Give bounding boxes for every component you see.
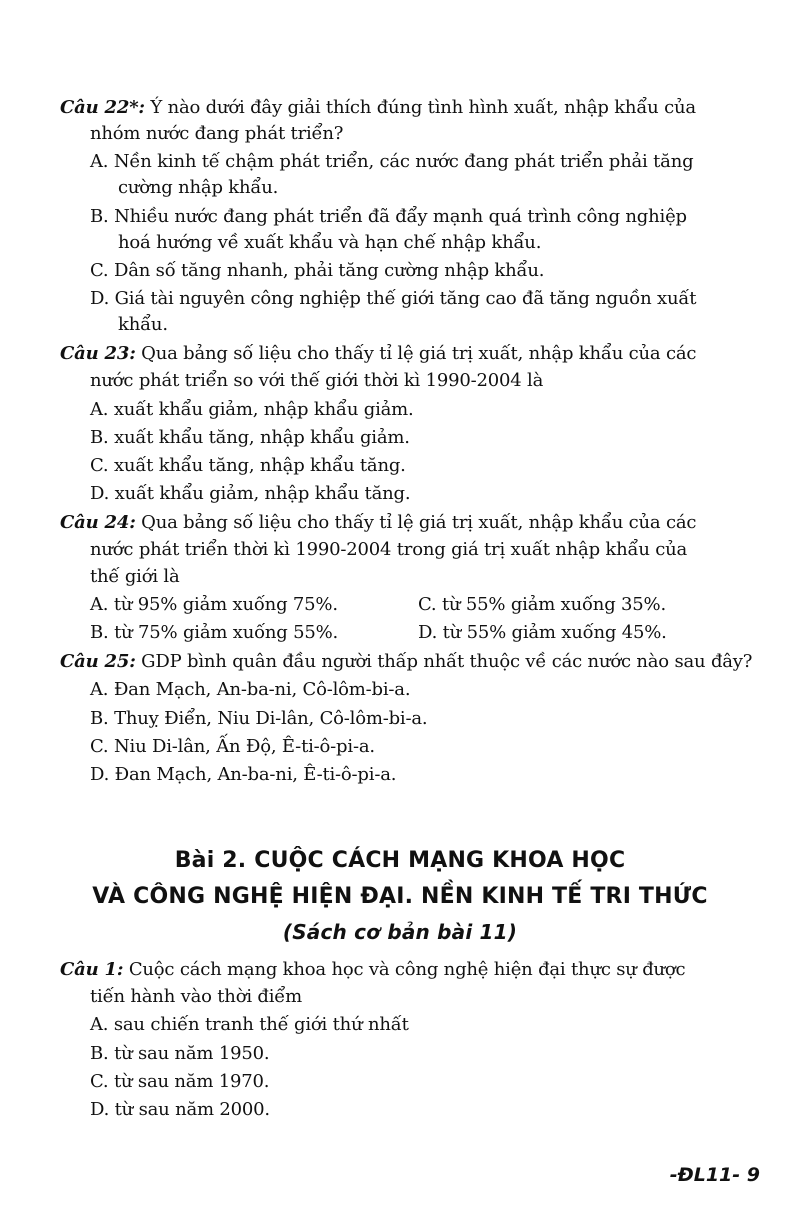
q25-option-d: D. Đan Mạch, An-ba-ni, Ê-ti-ô-pi-a. <box>90 764 397 785</box>
q24-option-c: C. từ 55% giảm xuống 35%. <box>418 594 666 615</box>
q24-option-a: A. từ 95% giảm xuống 75%. <box>90 594 338 615</box>
q1-option-a: A. sau chiến tranh thế giới thứ nhất <box>90 1014 409 1035</box>
q25-label: Câu 25: <box>60 651 136 672</box>
q24-stem-line-1: Câu 24: Qua bảng số liệu cho thấy tỉ lệ giá trị xuất, nhập khẩu của các <box>60 512 697 533</box>
q23-option-b: B. xuất khẩu tăng, nhập khẩu giảm. <box>90 427 410 448</box>
q23-option-c: C. xuất khẩu tăng, nhập khẩu tăng. <box>90 455 406 476</box>
q24-label: Câu 24: <box>60 512 136 533</box>
q24-stem-line-3: thế giới là <box>90 566 180 587</box>
q22-option-a: A. Nền kinh tế chậm phát triển, các nước đang phát triển phải tăng <box>90 151 694 172</box>
q1-option-b: B. từ sau năm 1950. <box>90 1043 270 1064</box>
q25-option-c: C. Niu Di-lân, Ấn Độ, Ê-ti-ô-pi-a. <box>90 736 375 757</box>
q25-stem-line-1: Câu 25: GDP bình quân đầu người thấp nhất thuộc về các nước nào sau đây? <box>60 651 753 672</box>
q22-option-b: B. Nhiều nước đang phát triển đã đẩy mạnh quá trình công nghiệp <box>90 206 687 227</box>
q24-option-d: D. từ 55% giảm xuống 45%. <box>418 622 667 643</box>
q23-option-a: A. xuất khẩu giảm, nhập khẩu giảm. <box>90 399 414 420</box>
q23-option-d: D. xuất khẩu giảm, nhập khẩu tăng. <box>90 483 411 504</box>
q1-option-d: D. từ sau năm 2000. <box>90 1099 270 1120</box>
q23-stem-line-2: nước phát triển so với thế giới thời kì 1990-2004 là <box>90 370 544 391</box>
q1-label: Câu 1: <box>60 959 124 980</box>
q22-label: Câu 22*: <box>60 97 145 118</box>
q22-option-c: C. Dân số tăng nhanh, phải tăng cường nhập khẩu. <box>90 260 545 281</box>
q25-option-b: B. Thuỵ Điển, Niu Di-lân, Cô-lôm-bi-a. <box>90 708 428 729</box>
q23-stem-line-1: Câu 23: Qua bảng số liệu cho thấy tỉ lệ giá trị xuất, nhập khẩu của các <box>60 343 697 364</box>
q22-option-b-cont: hoá hướng về xuất khẩu và hạn chế nhập khẩu. <box>118 232 542 253</box>
q25-option-a: A. Đan Mạch, An-ba-ni, Cô-lôm-bi-a. <box>90 679 411 700</box>
section-subtitle: (Sách cơ bản bài 11) <box>282 920 518 944</box>
page-footer: -ĐL11- 9 <box>669 1164 760 1186</box>
q22-stem-line-1: Câu 22*: Ý nào dưới đây giải thích đúng tình hình xuất, nhập khẩu của <box>60 97 696 118</box>
section-title-line-1: Bài 2. CUỘC CÁCH MẠNG KHOA HỌC <box>174 848 626 873</box>
q22-option-a-cont: cường nhập khẩu. <box>118 177 279 198</box>
q1-stem-line-2: tiến hành vào thời điểm <box>90 986 303 1007</box>
section-title-line-2: VÀ CÔNG NGHỆ HIỆN ĐẠI. NỀN KINH TẾ TRI THỨC <box>92 884 708 909</box>
q22-option-d: D. Giá tài nguyên công nghiệp thế giới tăng cao đã tăng nguồn xuất <box>90 288 697 309</box>
q1-stem-line-1: Câu 1: Cuộc cách mạng khoa học và công nghệ hiện đại thực sự được <box>60 959 686 980</box>
q24-stem-line-2: nước phát triển thời kì 1990-2004 trong giá trị xuất nhập khẩu của <box>90 539 688 560</box>
q22-option-d-cont: khẩu. <box>118 314 168 335</box>
q24-option-b: B. từ 75% giảm xuống 55%. <box>90 622 339 643</box>
q22-stem-line-2: nhóm nước đang phát triển? <box>90 123 344 144</box>
q23-label: Câu 23: <box>60 343 136 364</box>
q1-option-c: C. từ sau năm 1970. <box>90 1071 270 1092</box>
